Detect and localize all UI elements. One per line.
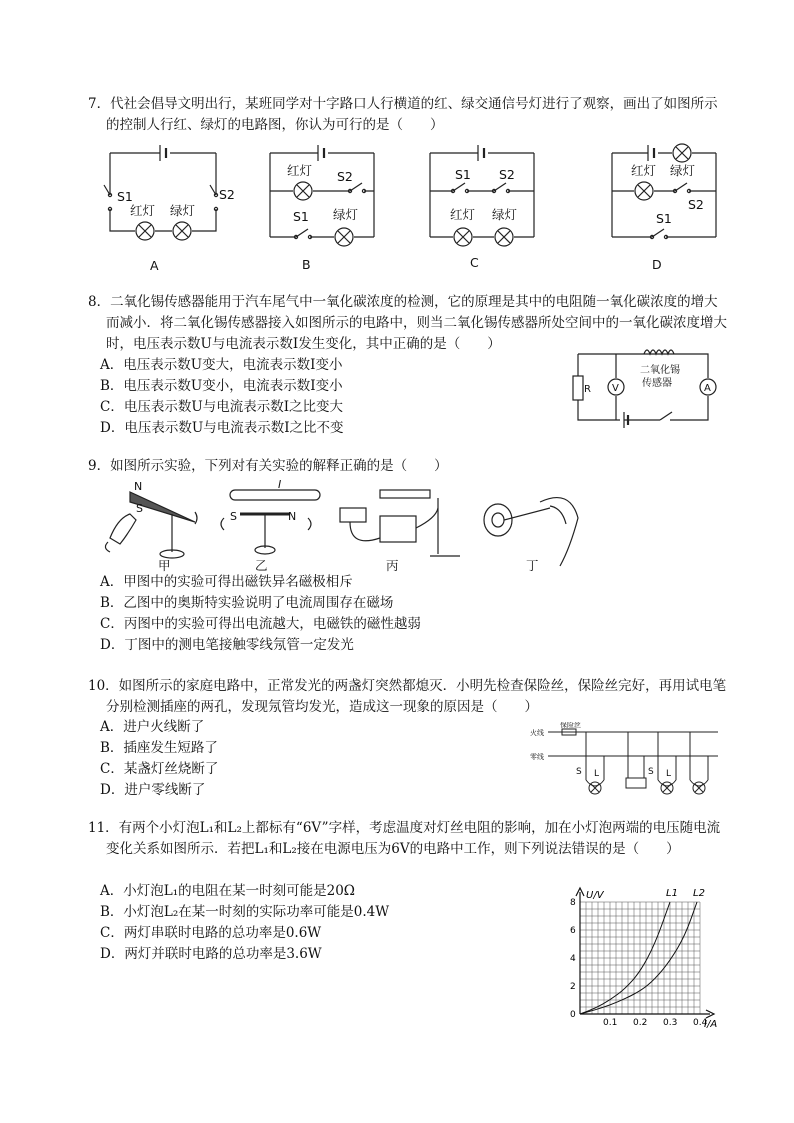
q10-option-c: C．某盏灯丝烧断了 (100, 761, 219, 777)
q7-figure-c (430, 145, 534, 246)
svg-text:丙: 丙 (386, 558, 399, 573)
svg-text:V: V (612, 383, 619, 394)
chart-grid (580, 902, 700, 1014)
svg-text:S1: S1 (455, 167, 471, 182)
svg-text:甲: 甲 (158, 558, 171, 573)
q8-option-a: A．电压表示数U变大，电流表示数I变小 (100, 357, 343, 373)
chart-axes (576, 888, 714, 1018)
q9-option-d: D．丁图中的测电笔接触零线氖管一定发光 (100, 637, 354, 653)
y-tick-label: 0 (570, 1010, 576, 1020)
question-7-stem: 7．代社会倡导文明出行，某班同学对十字路口人行横道的红、绿交通信号灯进行了观察，画出了如图所示的控制人行红、绿灯的电路图，你认为可行的是（ ） (88, 96, 718, 133)
q10-circuit-figure (528, 722, 728, 802)
svg-text:二氧化锡: 二氧化锡 (640, 365, 680, 376)
question-9-stem: 9．如图所示实验，下列对有关实验的解释正确的是（ ） (88, 458, 448, 474)
svg-text:S2: S2 (499, 167, 515, 182)
q9-option-b: B．乙图中的奥斯特实验说明了电流周围存在磁场 (100, 595, 394, 611)
svg-text:B: B (302, 257, 311, 272)
question-10-stem: 10．如图所示的家庭电路中，正常发光的两盏灯突然都熄灭．小明先检查保险丝，保险丝完好，再用试电笔分别检测插座的两孔，发现氖管均发光，造成这一现象的原因是（ ） (88, 678, 727, 715)
y-tick-label: 6 (570, 926, 576, 936)
svg-text:红灯: 红灯 (287, 163, 313, 178)
svg-text:S: S (230, 510, 237, 523)
q8-option-b: B．电压表示数U变小，电流表示数I变小 (100, 378, 343, 394)
svg-text:红灯: 红灯 (450, 207, 476, 222)
svg-text:S1: S1 (293, 209, 309, 224)
svg-text:S1: S1 (656, 211, 672, 226)
y-tick-label: 2 (570, 982, 576, 992)
q9-figures (100, 478, 600, 573)
svg-text:S: S (136, 502, 143, 515)
q11-option-c: C．两灯串联时电路的总功率是0.6W (100, 925, 322, 941)
svg-text:S2: S2 (337, 169, 353, 184)
question-11-stem: 11．有两个小灯泡L₁和L₂上都标有“6V”字样，考虑温度对灯丝电阻的影响，加在小灯泡两端的电压随电流变化关系如图所示．若把L₁和L₂接在电源电压为6V的电路中工作，则下列说法错误的是（ ） (88, 820, 721, 857)
svg-text:S2: S2 (688, 197, 704, 212)
y-tick-label: 8 (570, 898, 576, 908)
svg-text:C: C (470, 255, 479, 270)
svg-text:S1: S1 (117, 189, 133, 204)
x-tick-label: 0.1 (603, 1018, 618, 1028)
svg-text:红灯: 红灯 (631, 163, 657, 178)
q7-figures (0, 135, 794, 295)
q9-option-c: C．丙图中的实验可得出电流越大，电磁铁的磁性越弱 (100, 616, 421, 632)
svg-text:绿灯: 绿灯 (333, 207, 359, 222)
svg-text:传感器: 传感器 (642, 378, 672, 389)
q7-figure-b (270, 145, 374, 246)
q11-option-b: B．小灯泡L₂在某一时刻的实际功率可能是0.4W (100, 904, 390, 920)
q11-option-a: A．小灯泡L₁的电阻在某一时刻可能是20Ω (100, 883, 355, 899)
question-10 (88, 676, 728, 718)
svg-text:L: L (594, 769, 600, 779)
q10-option-d: D．进户零线断了 (100, 782, 206, 798)
svg-text:I: I (278, 478, 282, 491)
question-9 (88, 456, 728, 477)
q8-option-d: D．电压表示数U与电流表示数I之比不变 (100, 420, 344, 436)
svg-text:丁: 丁 (526, 558, 539, 573)
svg-text:红灯: 红灯 (130, 203, 156, 218)
y-axis-label: U/V (586, 890, 604, 901)
svg-text:R: R (584, 384, 591, 395)
svg-text:S: S (576, 767, 582, 777)
x-tick-label: 0.3 (663, 1018, 678, 1028)
q10-option-b: B．插座发生短路了 (100, 740, 218, 756)
svg-text:绿灯: 绿灯 (492, 207, 518, 222)
svg-text:N: N (134, 480, 143, 493)
svg-text:D: D (652, 257, 662, 272)
y-tick-label: 4 (570, 954, 576, 964)
x-tick-label: 0.4 (693, 1018, 708, 1028)
series-label-L1: L1 (666, 888, 678, 899)
q11-option-d: D．两灯并联时电路的总功率是3.6W (100, 946, 322, 962)
series-label-L2: L2 (693, 888, 705, 899)
svg-text:绿灯: 绿灯 (170, 203, 196, 218)
svg-text:火线: 火线 (530, 729, 544, 737)
q11-ui-chart (560, 884, 730, 1029)
question-11 (88, 818, 728, 860)
svg-text:L: L (666, 769, 672, 779)
question-7 (88, 94, 728, 136)
svg-text:N: N (288, 510, 297, 523)
svg-text:S2: S2 (219, 187, 235, 202)
q8-option-c: C．电压表示数U与电流表示数I之比变大 (100, 399, 344, 415)
svg-text:A: A (150, 258, 159, 273)
x-tick-label: 0.2 (633, 1018, 648, 1028)
q9-option-a: A．甲图中的实验可得出磁铁异名磁极相斥 (100, 574, 353, 590)
svg-text:保险丝: 保险丝 (560, 722, 581, 729)
q8-circuit-figure (568, 342, 728, 432)
svg-text:绿灯: 绿灯 (670, 163, 696, 178)
svg-text:乙: 乙 (255, 558, 268, 573)
x-axis-label: I/A (704, 1019, 718, 1029)
q10-option-a: A．进户火线断了 (100, 719, 205, 735)
svg-text:S: S (648, 767, 654, 777)
svg-text:零线: 零线 (530, 753, 544, 761)
question-8-stem: 8．二氧化锡传感器能用于汽车尾气中一氧化碳浓度的检测，它的原理是其中的电阻随一氧化碳浓度的增大而减小．将二氧化锡传感器接入如图所示的电路中，则当二氧化锡传感器所处空间中的一氧化碳浓度增大时，电压表示数U与电流表示数I发生变化，其中正确的是（ ） (88, 294, 727, 352)
svg-text:A: A (704, 383, 711, 394)
